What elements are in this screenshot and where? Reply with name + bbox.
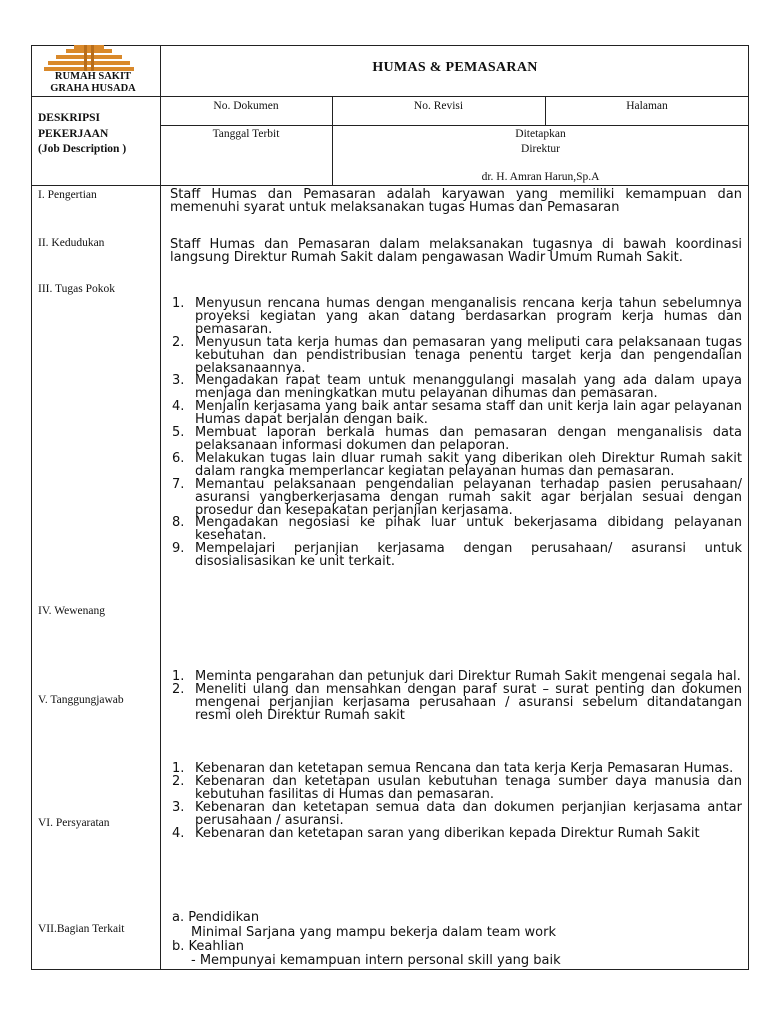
tanggungjawab-list bbox=[172, 762, 742, 840]
list-text: Meminta pengarahan dan petunjuk dari Direktur Rumah Sakit mengenai segala hal. bbox=[195, 669, 741, 684]
list-text: Kebenaran dan ketetapan usulan kebutuhan tenaga sumber daya manusia dan kebutuhan fasilitas di Humas dan pemasaran. bbox=[195, 774, 742, 802]
direktur-label: Direktur bbox=[521, 143, 560, 155]
list-item bbox=[172, 298, 742, 337]
list-item bbox=[172, 517, 742, 543]
persyaratan-keahlian-heading: b. Keahlian bbox=[172, 939, 245, 954]
doc-type-line2: PEKERJAAN bbox=[38, 128, 109, 140]
list-number: 3. bbox=[172, 373, 185, 389]
list-number: 1. bbox=[172, 296, 185, 311]
halaman-label: Halaman bbox=[626, 100, 668, 112]
persyaratan-pendidikan-text: Minimal Sarjana yang mampu bekerja dalam team work bbox=[191, 925, 557, 940]
list-item bbox=[172, 775, 742, 801]
list-text: Menyusun tata kerja humas dan pemasaran yang meliputi cara pelaksanaan tugas kebutuhan dan pendistribusian tenaga penentu target kerja dan pengendalian pelaksanaannya. bbox=[195, 334, 742, 376]
list-item bbox=[172, 375, 742, 401]
list-text: Melakukan tugas lain dluar rumah sakit yang diberikan oleh Direktur Rumah sakit dalam rangka memperlancar kegiatan pelayanan humas dan pemasaran. bbox=[195, 450, 742, 479]
list-number: 2. bbox=[172, 682, 185, 697]
list-item bbox=[172, 450, 742, 479]
kedudukan-text: Staff Humas dan Pemasaran dalam melaksanakan tugasnya di bawah koordinasi langsung Direktur Rumah Sakit dalam pengawasan Wadir Umum Rumah Sakit. bbox=[170, 237, 742, 265]
doc-type-line3: (Job Description ) bbox=[38, 143, 127, 155]
persyaratan-keahlian-text: - Mempunyai kemampuan intern personal skill yang baik bbox=[191, 953, 561, 968]
list-number: 4. bbox=[172, 826, 185, 841]
list-text: Menjalin kerjasama yang baik antar sesama staff dan unit kerja lain agar pelayanan Humas dapat berjalan dengan baik. bbox=[195, 399, 743, 428]
list-text: Kebenaran dan ketetapan saran yang diberikan kepada Direktur Rumah Sakit bbox=[195, 826, 700, 841]
list-item bbox=[172, 801, 742, 827]
list-number: 6. bbox=[172, 450, 185, 466]
list-text: Membuat laporan berkala humas dan pemasaran dengan menganalisis data pelaksanaan informasi dokumen dan pelaporan. bbox=[195, 425, 742, 453]
list-text: Kebenaran dan ketetapan semua Rencana dan tata kerja Kerja Pemasaran Humas. bbox=[195, 761, 734, 776]
section-label-bagian-terkait: VII.Bagian Terkait bbox=[38, 923, 125, 935]
list-item bbox=[172, 334, 742, 376]
list-text: Mengadakan negosiasi ke pihak luar untuk bekerjasama dibidang pelayanan kesehatan. bbox=[195, 515, 742, 544]
hospital-name-line2: GRAHA HUSADA bbox=[50, 83, 136, 94]
signatory-name: dr. H. Amran Harun,Sp.A bbox=[481, 171, 600, 183]
list-item bbox=[172, 476, 742, 518]
header-divider bbox=[31, 96, 160, 97]
list-item bbox=[172, 827, 742, 840]
body-divider bbox=[160, 186, 161, 970]
section-label-wewenang: IV. Wewenang bbox=[38, 605, 105, 617]
list-number: 1. bbox=[172, 761, 185, 776]
list-text: Mempelajari perjanjian kerjasama dengan perusahaan/ asuransi untuk disosialisasikan ke unit terkait. bbox=[195, 541, 742, 570]
list-text: Mengadakan rapat team untuk menanggulangi masalah yang ada dalam upaya menjaga dan meningkatkan mutu pelayanan dihumas dan pemasaran. bbox=[195, 373, 742, 402]
header-divider bbox=[160, 125, 749, 126]
document-title: HUMAS & PEMASARAN bbox=[372, 60, 538, 75]
list-item bbox=[172, 683, 742, 722]
pengertian-text: Staff Humas dan Pemasaran adalah karyawan yang memiliki kemampuan dan memenuhi syarat untuk melaksanakan tugas Humas dan Pemasaran bbox=[170, 187, 742, 215]
hospital-logo bbox=[44, 45, 134, 73]
tanggal-terbit-label: Tanggal Terbit bbox=[212, 128, 280, 140]
list-text: Memantau pelaksanaan pengendalian pelayanan terhadap pasien perusahaan/ asuransi yangberkerjasama dengan rumah sakit agar berjalan sesuai dengan prosedur dan kesepakatan perjanjian kerjasama. bbox=[195, 476, 742, 518]
list-number: 1. bbox=[172, 669, 185, 684]
header-divider bbox=[160, 96, 749, 97]
doc-type-line1: DESKRIPSI bbox=[38, 112, 100, 124]
wewenang-list bbox=[172, 670, 742, 722]
list-number: 8. bbox=[172, 515, 185, 531]
list-number: 3. bbox=[172, 800, 185, 815]
list-number: 4. bbox=[172, 399, 185, 415]
section-label-kedudukan: II. Kedudukan bbox=[38, 237, 105, 249]
list-item bbox=[172, 427, 742, 453]
list-number: 2. bbox=[172, 774, 185, 789]
list-item bbox=[172, 543, 742, 569]
section-label-tugas-pokok: III. Tugas Pokok bbox=[38, 283, 116, 295]
list-number: 7. bbox=[172, 476, 185, 492]
list-item bbox=[172, 401, 742, 427]
tugas-pokok-list bbox=[172, 298, 742, 569]
list-number: 2. bbox=[172, 334, 185, 350]
list-text: Kebenaran dan ketetapan semua data dan dokumen perjanjian kerjasama antar perusahaan / asuransi. bbox=[195, 800, 742, 828]
list-number: 5. bbox=[172, 425, 185, 441]
no-revisi-label: No. Revisi bbox=[413, 100, 464, 112]
section-label-tanggungjawab: V. Tanggungjawab bbox=[38, 694, 124, 706]
section-label-persyaratan: VI. Persyaratan bbox=[38, 817, 110, 829]
persyaratan-pendidikan-heading: a. Pendidikan bbox=[172, 910, 260, 925]
no-dokumen-label: No. Dokumen bbox=[213, 100, 279, 112]
list-number: 9. bbox=[172, 541, 185, 557]
hospital-name-line1: RUMAH SAKIT bbox=[54, 71, 132, 82]
list-text: Meneliti ulang dan mensahkan dengan paraf surat – surat penting dan dokumen mengenai perjanjian kerjasama perusahaan / asuransi sebelum ditandatangan resmi oleh Direktur Rumah sakit bbox=[195, 682, 742, 723]
ditetapkan-label: Ditetapkan bbox=[515, 128, 566, 140]
list-text: Menyusun rencana humas dengan menganalisis rencana kerja tahun sebelumnya proyeksi kegiatan yang akan datang berdasarkan program kerja humas dan pemasaran. bbox=[195, 296, 742, 337]
section-label-pengertian: I. Pengertian bbox=[38, 189, 97, 201]
